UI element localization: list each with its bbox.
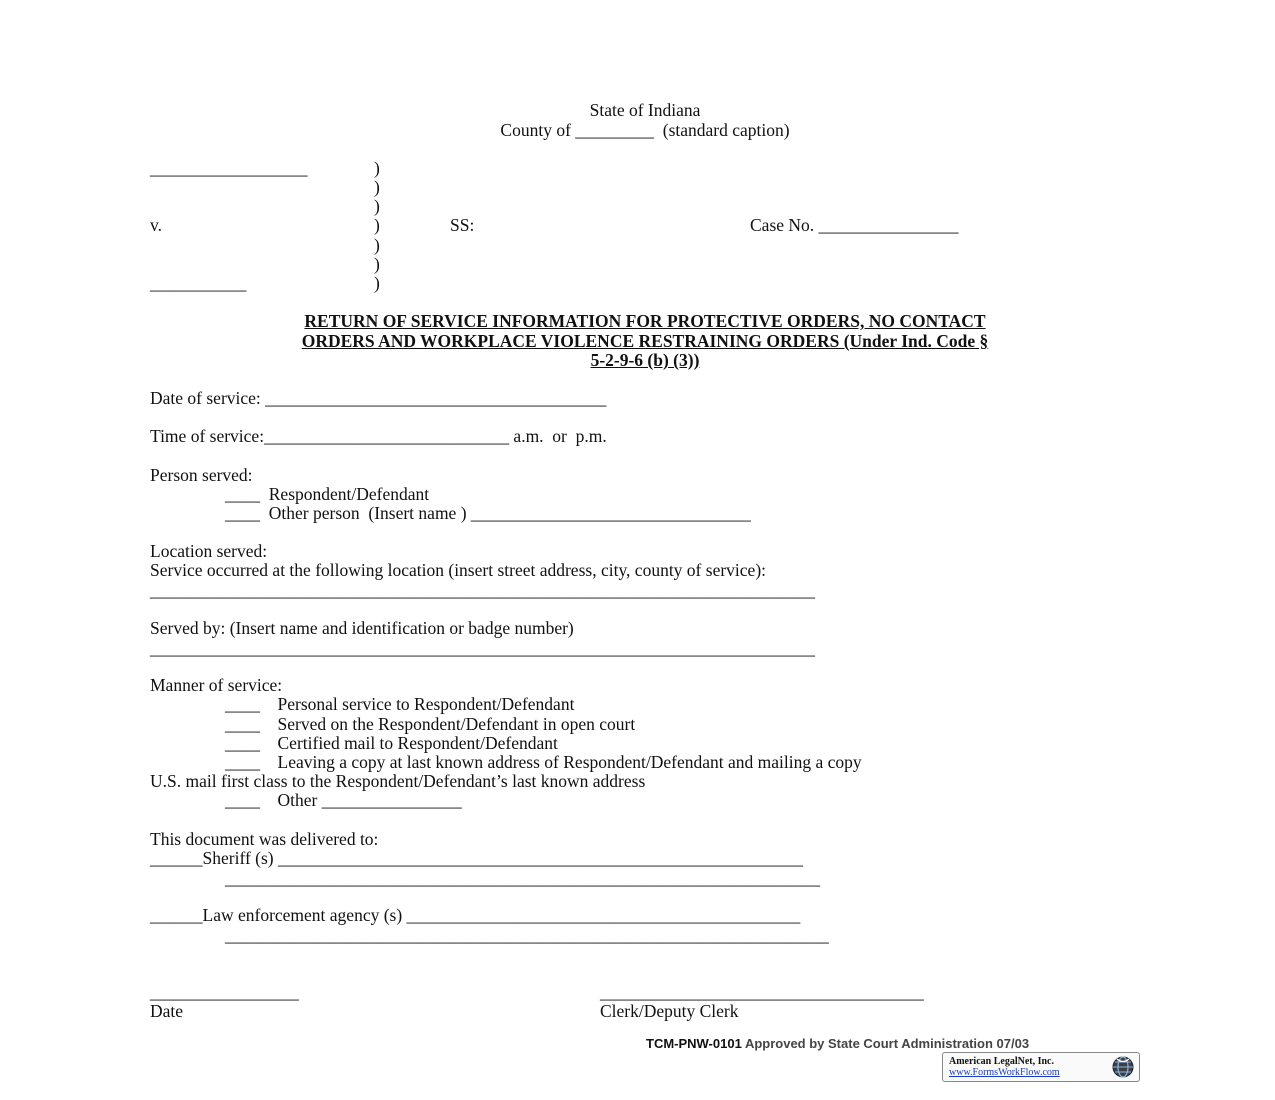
logo-url[interactable]: www.FormsWorkFlow.com	[949, 1067, 1060, 1078]
manner-of-service-label: Manner of service:	[150, 675, 283, 695]
person-served-other-option: ____ Other person (Insert name ) ________________________________	[225, 503, 751, 523]
time-of-service-field: Time of service:____________________________ a.m. or p.m.	[150, 426, 607, 446]
manner-option-open-court: ____ Served on the Respondent/Defendant in open court	[225, 714, 636, 734]
form-footer	[646, 1036, 1029, 1051]
state-heading: State of Indiana	[589, 100, 701, 120]
caption-paren: )	[374, 273, 380, 293]
law-enforcement-field: ______Law enforcement agency (s) _____________________________________________	[150, 905, 801, 925]
caption-paren: )	[374, 177, 380, 197]
location-description: Service occurred at the following location (insert street address, city, county of service):	[150, 560, 767, 580]
form-title-line1: RETURN OF SERVICE INFORMATION FOR PROTECTIVE ORDERS, NO CONTACT	[304, 311, 986, 331]
caption-paren: )	[374, 196, 380, 216]
manner-option-personal: ____ Personal service to Respondent/Defendant	[225, 694, 575, 714]
manner-option-other: ____ Other ________________	[225, 790, 462, 810]
logo-name: American LegalNet, Inc.	[949, 1056, 1054, 1067]
person-served-respondent-option: ____ Respondent/Defendant	[225, 484, 430, 504]
manner-option-certified-mail: ____ Certified mail to Respondent/Defendant	[225, 733, 558, 753]
date-of-service-field: Date of service: _______________________________________	[150, 388, 607, 408]
form-title-line2: ORDERS AND WORKPLACE VIOLENCE RESTRAINING ORDERS (Under Ind. Code §	[301, 331, 989, 351]
ss-label: SS:	[450, 215, 475, 235]
date-signature-label: Date	[150, 1001, 184, 1021]
clerk-signature-line: _____________________________________	[600, 982, 924, 1002]
versus-label: v.	[150, 215, 162, 235]
sheriff-field: ______Sheriff (s) ____________________________________________________________	[150, 848, 803, 868]
delivered-to-label: This document was delivered to:	[150, 829, 379, 849]
manner-option-leaving-copy: ____ Leaving a copy at last known address of Respondent/Defendant and mailing a copy	[225, 752, 862, 772]
publisher-logo	[942, 1052, 1140, 1082]
served-by-line: ____________________________________________________________________________	[150, 638, 815, 658]
sheriff-field-line2: ____________________________________________________________________	[225, 868, 820, 888]
location-line: ____________________________________________________________________________	[150, 580, 815, 600]
county-caption: County of _________ (standard caption)	[500, 120, 790, 140]
globe-icon	[1111, 1055, 1135, 1079]
manner-option-leaving-copy-cont: U.S. mail first class to the Respondent/Defendant’s last known address	[150, 771, 646, 791]
approval-text: Approved by State Court Administration 07/03	[741, 1036, 1030, 1051]
law-enforcement-field-line2: _____________________________________________________________________	[225, 925, 829, 945]
party2-blank: ___________	[150, 273, 247, 293]
served-by-label: Served by: (Insert name and identification or badge number)	[150, 618, 574, 638]
caption-paren: )	[374, 235, 380, 255]
caption-paren: )	[374, 254, 380, 274]
person-served-label: Person served:	[150, 465, 253, 485]
form-id: TCM-PNW-0101	[646, 1036, 742, 1051]
caption-paren: )	[374, 158, 380, 178]
form-title-line3: 5-2-9-6 (b) (3))	[590, 350, 700, 370]
location-served-label: Location served:	[150, 541, 268, 561]
clerk-signature-label: Clerk/Deputy Clerk	[600, 1001, 739, 1021]
case-number-field: Case No. ________________	[750, 215, 959, 235]
caption-paren: )	[374, 215, 380, 235]
party1-blank: __________________	[150, 158, 308, 178]
date-signature-line: _________________	[150, 982, 299, 1002]
